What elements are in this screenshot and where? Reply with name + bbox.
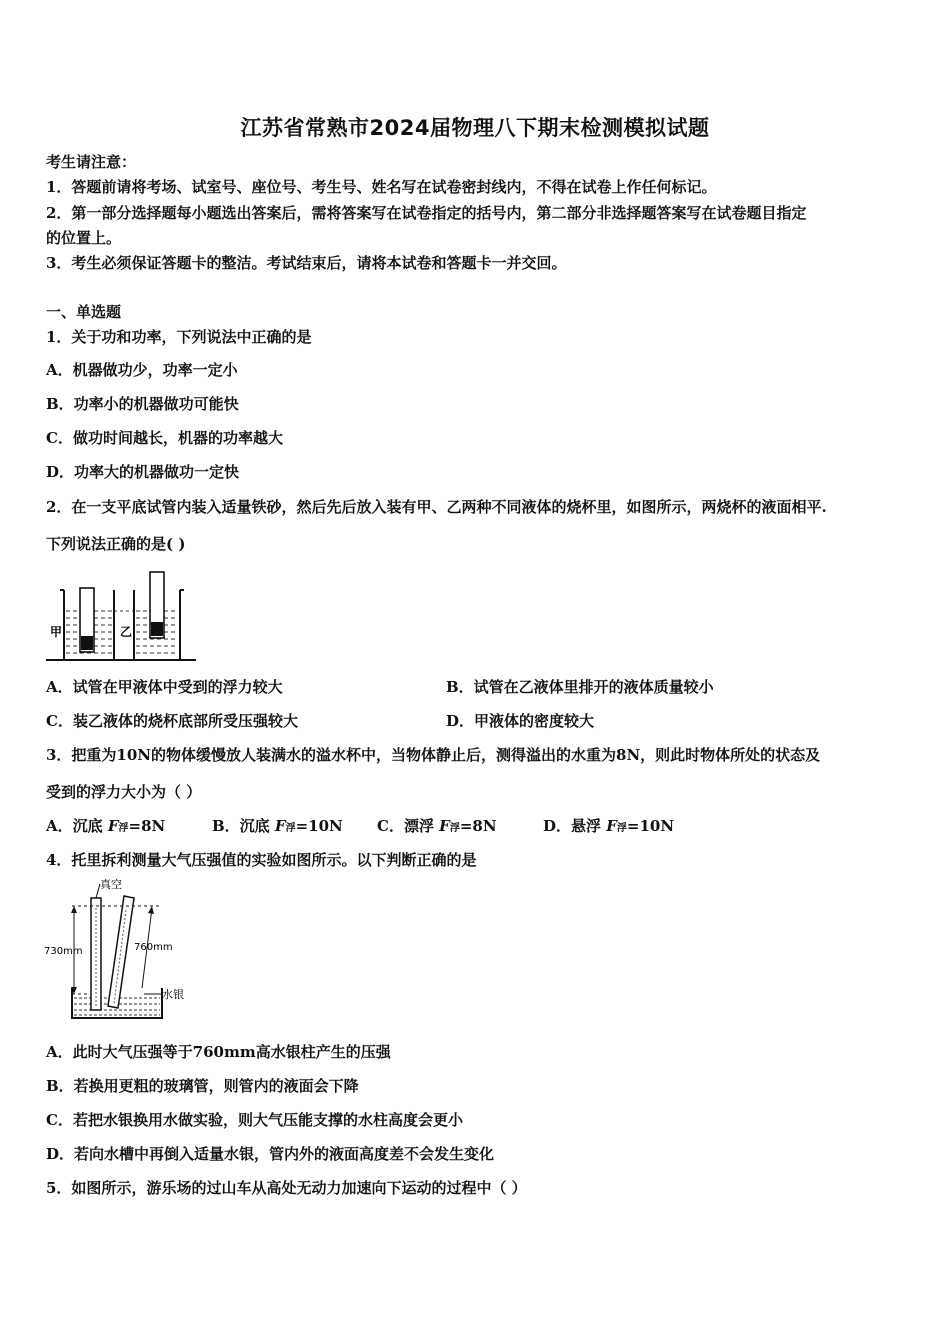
notice-heading: 考生请注意： xyxy=(46,153,137,171)
label-vacuum: 真空 xyxy=(100,878,122,891)
notice-item: 2．第一部分选择题每小题选出答案后，需将答案写在试卷指定的括号内，第二部分非选择题答案写在试卷题目指定 xyxy=(46,204,807,222)
q1-option-b: B．功率小的机器做功可能快 xyxy=(46,395,239,413)
section-heading: 一、单选题 xyxy=(46,303,122,321)
page-title: 江苏省常熟市2024届物理八下期末检测模拟试题 xyxy=(240,116,710,140)
q4-option-c: C．若把水银换用水做实验，则大气压能支撑的水柱高度会更小 xyxy=(46,1111,463,1129)
notice-item: 3．考生必须保证答题卡的整洁。考试结束后，请将本试卷和答题卡一并交回。 xyxy=(46,254,567,272)
q2-option-c: C．装乙液体的烧杯底部所受压强较大 xyxy=(46,712,298,730)
q4-option-d: D．若向水槽中再倒入适量水银，管内外的液面高度差不会发生变化 xyxy=(46,1145,495,1163)
q2-option-d: D．甲液体的密度较大 xyxy=(446,712,595,730)
question-2-stem-cont: 下列说法正确的是( ) xyxy=(46,535,186,553)
label-yi: 乙 xyxy=(120,625,133,639)
iron-sand-right xyxy=(151,622,163,636)
label-mercury: 水银 xyxy=(162,988,184,1001)
q3-option-a: A．沉底 F浮=8N xyxy=(46,817,166,835)
question-5-stem: 5．如图所示，游乐场的过山车从高处无动力加速向下运动的过程中（ ） xyxy=(46,1179,527,1197)
beakers-figure xyxy=(46,566,196,666)
q1-option-c: C．做功时间越长，机器的功率越大 xyxy=(46,429,283,447)
q4-option-b: B．若换用更粗的玻璃管，则管内的液面会下降 xyxy=(46,1077,359,1095)
question-4-stem: 4．托里拆利测量大气压强值的实验如图所示。以下判断正确的是 xyxy=(46,851,477,869)
label-jia: 甲 xyxy=(50,625,63,639)
q3-option-b: B．沉底 F浮=10N xyxy=(212,817,343,835)
torricelli-figure xyxy=(44,876,204,1024)
label-760mm: 760mm xyxy=(134,942,173,953)
q2-option-b: B．试管在乙液体里排开的液体质量较小 xyxy=(446,678,714,696)
notice-item: 的位置上。 xyxy=(46,229,122,247)
label-730mm: 730mm xyxy=(44,946,83,957)
q1-option-a: A．机器做功少，功率一定小 xyxy=(46,361,238,379)
notice-item: 1．答题前请将考场、试室号、座位号、考生号、姓名写在试卷密封线内，不得在试卷上作任何标记。 xyxy=(46,178,717,196)
question-1-stem: 1．关于功和功率，下列说法中正确的是 xyxy=(46,328,312,346)
q1-option-d: D．功率大的机器做功一定快 xyxy=(46,463,240,481)
iron-sand-left xyxy=(81,636,93,650)
q2-option-a: A．试管在甲液体中受到的浮力较大 xyxy=(46,678,283,696)
q3-option-c: C．漂浮 F浮=8N xyxy=(377,817,497,835)
q3-option-d: D．悬浮 F浮=10N xyxy=(543,817,675,835)
question-2-stem: 2．在一支平底试管内装入适量铁砂，然后先后放入装有甲、乙两种不同液体的烧杯里，如图所示，两烧杯的液面相平. xyxy=(46,498,827,516)
q4-option-a: A．此时大气压强等于760mm高水银柱产生的压强 xyxy=(46,1043,391,1061)
question-3-stem-cont: 受到的浮力大小为（ ） xyxy=(46,783,202,801)
tube-tilted xyxy=(108,896,134,1008)
question-3-stem: 3．把重为10N的物体缓慢放人装满水的溢水杯中，当物体静止后，测得溢出的水重为8N，则此时物体所处的状态及 xyxy=(46,746,821,764)
